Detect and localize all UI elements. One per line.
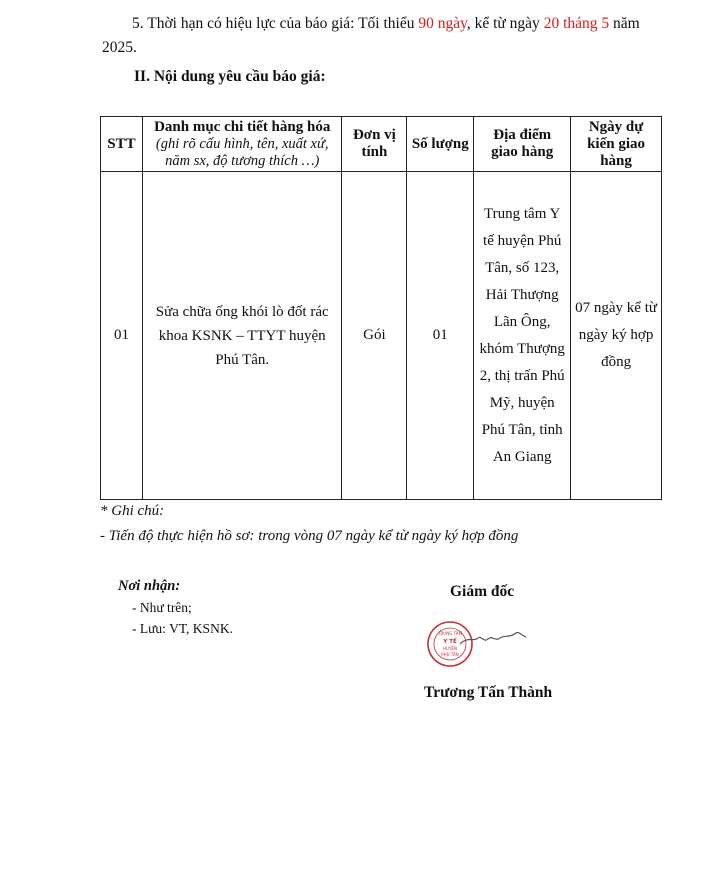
validity-paragraph <box>102 12 668 60</box>
svg-text:TRUNG TÂM: TRUNG TÂM <box>438 631 462 636</box>
svg-text:PHÚ TÂN: PHÚ TÂN <box>441 652 459 657</box>
quote-table <box>100 116 662 500</box>
recipient-item: - Như trên; <box>132 600 192 615</box>
note-line: - Tiến độ thực hiện hồ sơ: trong vòng 07 ngày kể từ ngày ký hợp đồng <box>100 528 519 544</box>
table-row <box>101 172 662 500</box>
signatory-name: Trương Tấn Thành <box>424 684 553 701</box>
validity-days: 90 ngày <box>418 15 467 32</box>
cell-date: 07 ngày kể từ ngày ký hợp đồng <box>571 172 662 500</box>
header-item <box>142 117 341 172</box>
header-qty: Số lượng <box>407 117 474 172</box>
section-title: II. Nội dung yêu cầu báo giá: <box>134 68 326 85</box>
stamp-signature-image <box>418 616 563 672</box>
recipients-title: Nơi nhận: <box>118 578 181 594</box>
validity-prefix: 5. Thời hạn có hiệu lực của báo giá: Tối thiểu <box>132 15 419 32</box>
recipient-item: - Lưu: VT, KSNK. <box>132 621 233 636</box>
header-location: Địa điểm giao hàng <box>474 117 571 172</box>
cell-unit: Gói <box>342 172 407 500</box>
table-header-row <box>101 117 662 172</box>
svg-text:HUYỆN: HUYỆN <box>443 646 457 651</box>
note-title: * Ghi chú: <box>100 503 165 519</box>
header-item-label: Danh mục chi tiết hàng hóa <box>154 118 331 135</box>
validity-date: 20 tháng 5 <box>543 15 610 32</box>
cell-stt: 01 <box>101 172 143 500</box>
seal-stamp-icon <box>428 622 472 666</box>
validity-suffix: năm 2025. <box>102 15 640 56</box>
header-item-sub: (ghi rõ cấu hình, tên, xuất xứ, năm sx, độ tương thích …) <box>155 135 329 169</box>
validity-middle: , kể từ ngày <box>466 15 544 32</box>
cell-location: Trung tâm Y tế huyện Phú Tân, số 123, Hải Thượng Lãn Ông, khóm Thượng 2, thị trấn Phú Mỹ, huyện Phú Tân, tỉnh An Giang <box>474 172 571 500</box>
cell-qty: 01 <box>407 172 474 500</box>
cell-item: Sửa chữa ống khói lò đốt rác khoa KSNK – TTYT huyện Phú Tân. <box>142 172 341 500</box>
header-unit: Đơn vị tính <box>342 117 407 172</box>
header-date: Ngày dự kiến giao hàng <box>571 117 662 172</box>
header-stt: STT <box>101 117 143 172</box>
signature-title: Giám đốc <box>450 583 515 600</box>
svg-text:Y TẾ: Y TẾ <box>443 639 457 645</box>
